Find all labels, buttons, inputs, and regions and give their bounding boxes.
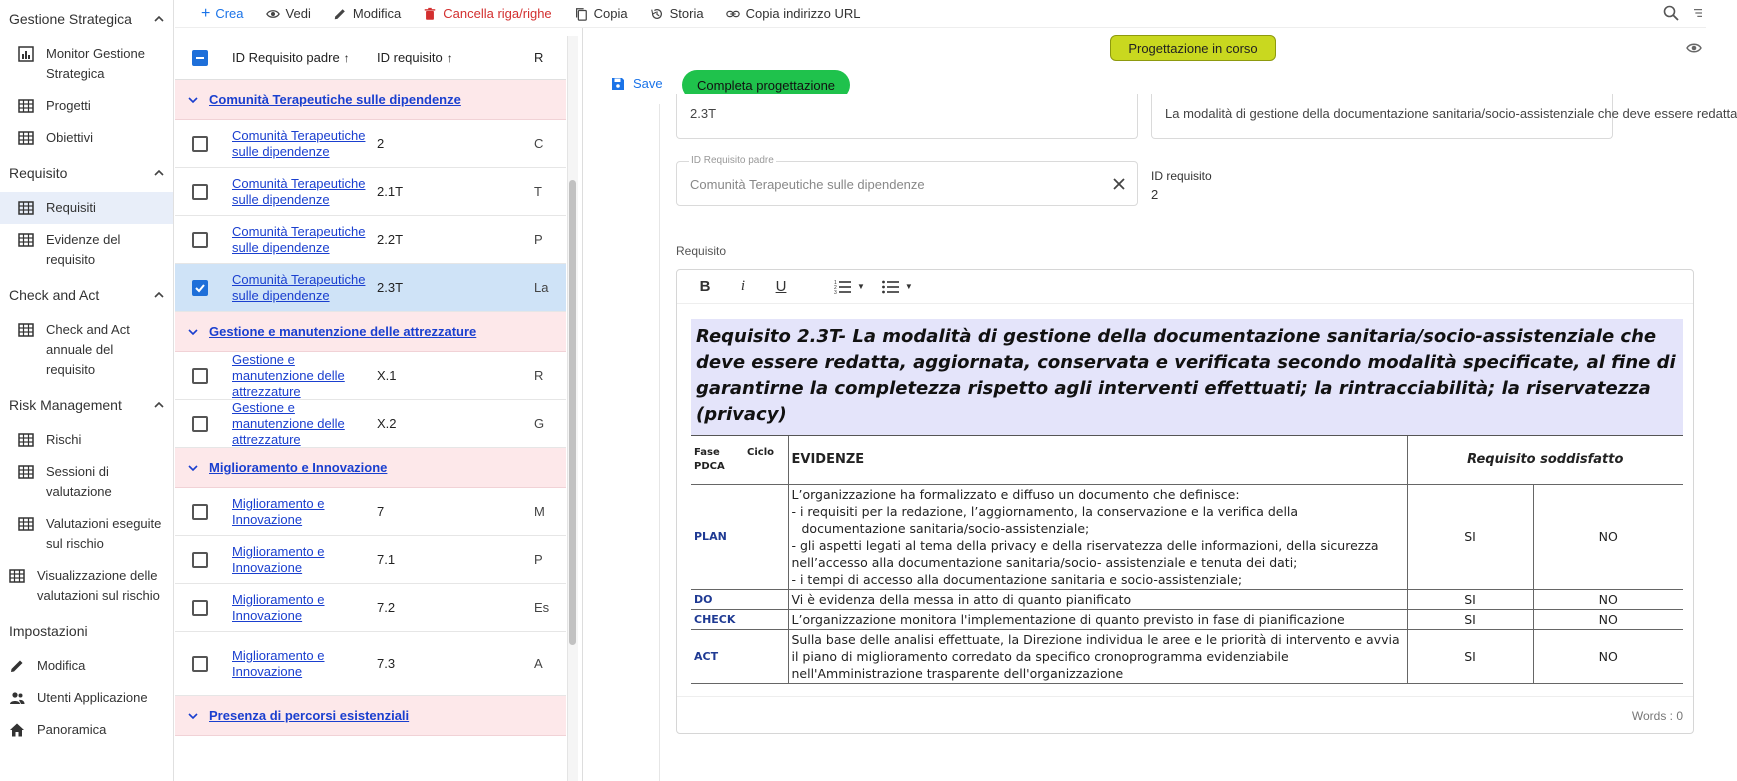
phase-cell: DO xyxy=(691,589,788,609)
copia-url-label: Copia indirizzo URL xyxy=(745,6,861,21)
parent-link[interactable]: Gestione e manutenzione delle attrezzature xyxy=(232,351,345,399)
group-row[interactable] xyxy=(175,696,566,736)
column-header-id[interactable] xyxy=(377,50,534,65)
sidebar-section-impostazioni[interactable] xyxy=(0,612,173,650)
parent-link[interactable]: Miglioramento e Innovazione xyxy=(232,495,325,527)
no-cell: NO xyxy=(1533,629,1683,683)
field-label: ID Requisito padre xyxy=(691,155,774,166)
cell-requisito: Es xyxy=(534,600,550,615)
bold-button[interactable]: B xyxy=(699,278,711,295)
evidence-row-do xyxy=(691,589,1683,609)
cell-id: 2.1T xyxy=(377,184,404,199)
section-label: Risk Management xyxy=(9,397,122,413)
caret-down-icon[interactable]: ▼ xyxy=(857,282,865,291)
detail-form xyxy=(659,104,1737,781)
sidebar-item-evidenze-del-requisito[interactable] xyxy=(0,224,173,276)
cancella-label: Cancella riga/righe xyxy=(443,6,552,21)
cell-id: X.2 xyxy=(377,416,397,431)
phase-cell: ACT xyxy=(691,629,788,683)
column-header-parent[interactable] xyxy=(214,50,377,65)
modifica-label: Modifica xyxy=(352,6,402,21)
caret-down-icon[interactable]: ▼ xyxy=(904,282,913,291)
sidebar-item-label: Progetti xyxy=(46,98,91,113)
check-icon xyxy=(194,282,206,294)
trash-icon xyxy=(423,7,437,21)
cell-requisito: T xyxy=(534,184,542,199)
evidence-line: - gli aspetti legati al tema della privacy e della riservatezza delle informazioni, della sicurezza nell’accesso alla documentazione sanitaria/socio- assistenziale e tenuta dei dati; xyxy=(791,537,1379,570)
sidebar-section-check-and-act[interactable] xyxy=(0,276,173,314)
vedi-button[interactable] xyxy=(266,6,311,21)
parent-link[interactable]: Comunità Terapeutiche sulle dipendenze xyxy=(232,175,366,207)
home-icon xyxy=(9,722,25,738)
sidebar-item-label: Sessioni di valutazione xyxy=(46,464,112,499)
sidebar-item-check-and-act-annuale[interactable] xyxy=(0,314,173,386)
sidebar-item-label: Modifica xyxy=(37,658,86,673)
chevron-down-icon xyxy=(187,94,199,106)
no-cell: NO xyxy=(1533,609,1683,629)
no-cell: NO xyxy=(1533,484,1683,589)
users-icon xyxy=(9,690,25,706)
storia-button[interactable] xyxy=(650,6,704,21)
group-row[interactable] xyxy=(175,312,566,352)
sidebar-item-label: Rischi xyxy=(46,432,82,447)
history-icon xyxy=(650,7,664,21)
parent-link[interactable]: Comunità Terapeutiche sulle dipendenze xyxy=(232,127,366,159)
requisito-summary-field[interactable] xyxy=(1151,94,1737,139)
ordered-list-button[interactable] xyxy=(833,277,853,297)
si-cell: SI xyxy=(1407,589,1533,609)
table-row-selected[interactable] xyxy=(175,264,566,312)
parent-link[interactable]: Miglioramento e Innovazione xyxy=(232,543,325,575)
table-icon xyxy=(18,464,34,480)
cell-id: 7 xyxy=(377,504,385,519)
table-icon xyxy=(18,232,34,248)
chevron-down-icon xyxy=(187,710,199,722)
toolbar-right-actions xyxy=(1650,4,1706,22)
modifica-button[interactable] xyxy=(333,6,401,21)
chart-icon xyxy=(18,46,34,62)
bullet-list-icon xyxy=(882,279,900,295)
column-label: ID requisito xyxy=(377,50,443,65)
sidebar-item-label: Monitor Gestione Strategica xyxy=(46,46,145,81)
parent-link[interactable]: Miglioramento e Innovazione xyxy=(232,647,325,679)
table-icon xyxy=(18,516,34,532)
copia-label: Copia xyxy=(593,6,628,21)
row-checkbox[interactable] xyxy=(192,656,208,672)
table-icon xyxy=(18,432,34,448)
copy-icon xyxy=(574,7,588,21)
sidebar-item-panoramica[interactable] xyxy=(0,714,173,746)
parent-link[interactable]: Gestione e manutenzione delle attrezzature xyxy=(232,399,345,447)
column-header-requisito[interactable] xyxy=(534,50,564,65)
detail-panel xyxy=(582,28,1737,781)
evidence-cell xyxy=(788,484,1407,589)
cell-id: 2.2T xyxy=(377,232,404,247)
header-text: Fase xyxy=(694,446,720,458)
minus-icon xyxy=(195,53,205,63)
filter-icon[interactable] xyxy=(1694,4,1706,22)
svg-text:1: 1 xyxy=(834,279,837,286)
evidence-cell: L’organizzazione monitora l'implementazione di quanto previsto in fase di pianificazione xyxy=(788,609,1407,629)
group-link[interactable]: Comunità Terapeutiche sulle dipendenze xyxy=(209,92,461,107)
cell-id: 2.3T xyxy=(377,280,404,295)
column-label: R xyxy=(534,50,544,65)
group-row[interactable] xyxy=(175,80,566,120)
sidebar xyxy=(0,0,174,781)
rich-text-editor[interactable] xyxy=(676,269,1694,734)
arrow-up-icon: ↑ xyxy=(343,51,350,65)
pencil-icon xyxy=(9,658,25,674)
svg-text:2: 2 xyxy=(834,284,837,291)
requisiti-grid xyxy=(175,36,566,781)
cell-requisito: La xyxy=(534,280,549,295)
chevron-down-icon xyxy=(187,462,199,474)
save-label: Save xyxy=(633,76,663,91)
cell-requisito: P xyxy=(534,232,543,247)
evidence-header: EVIDENZE xyxy=(788,436,1407,484)
table-row[interactable] xyxy=(175,168,566,216)
cell-requisito: M xyxy=(534,504,545,519)
column-label: ID Requisito padre xyxy=(232,50,340,65)
no-cell: NO xyxy=(1533,589,1683,609)
close-icon[interactable] xyxy=(1111,176,1127,192)
cell-id: 7.3 xyxy=(377,656,396,671)
evidence-row-check xyxy=(691,609,1683,629)
table-row[interactable] xyxy=(175,584,566,632)
group-link[interactable]: Gestione e manutenzione delle attrezzature xyxy=(209,324,477,339)
cell-requisito: C xyxy=(534,136,544,151)
underline-button[interactable]: U xyxy=(775,278,787,295)
id-requisito-value: 2 xyxy=(1151,187,1159,202)
row-checkbox[interactable] xyxy=(192,552,208,568)
grid-scrollbar[interactable] xyxy=(569,180,576,645)
select-all-checkbox[interactable] xyxy=(192,50,208,66)
eye-icon xyxy=(266,7,280,21)
sidebar-section-requisito[interactable] xyxy=(0,154,173,192)
cell-id: 2 xyxy=(377,136,385,151)
sidebar-section-risk-management[interactable] xyxy=(0,386,173,424)
chevron-down-icon xyxy=(187,326,199,338)
evidence-row-plan xyxy=(691,484,1683,589)
row-checkbox[interactable] xyxy=(192,368,208,384)
field-value: La modalità di gestione della documentazione sanitaria/socio-assistenziale che deve essere redatta xyxy=(1165,106,1737,121)
vedi-label: Vedi xyxy=(285,6,311,21)
sidebar-item-label: Visualizzazione delle valutazioni sul rischio xyxy=(37,568,160,603)
id-requisito-padre-field[interactable] xyxy=(676,155,1138,206)
row-checkbox[interactable] xyxy=(192,504,208,520)
evidence-cell: Vi è evidenza della messa in atto di quanto pianificato xyxy=(788,589,1407,609)
requisito-label: Requisito xyxy=(676,244,727,258)
si-cell: SI xyxy=(1407,609,1533,629)
table-row[interactable] xyxy=(175,216,566,264)
sidebar-item-visualizzazione-valutazioni[interactable] xyxy=(0,560,173,612)
table-row[interactable] xyxy=(175,352,566,400)
italic-button[interactable]: i xyxy=(740,278,746,294)
evidence-cell: Sulla base delle analisi effettuate, la Direzione individua le aree e le priorità di intervento e avvia il piano di miglioramento corredato da specifico cronoprogramma evidenziabile nell'Amministrazione trasparente dell'organizzazione xyxy=(788,629,1407,683)
numbered-list-icon xyxy=(834,279,852,295)
section-label: Gestione Strategica xyxy=(9,11,132,27)
sidebar-item-rischi[interactable] xyxy=(0,424,173,456)
table-row[interactable] xyxy=(175,632,566,696)
group-link[interactable]: Miglioramento e Innovazione xyxy=(209,460,388,475)
sidebar-item-label: Obiettivi xyxy=(46,130,93,145)
phase-header xyxy=(691,436,788,484)
table-row[interactable] xyxy=(175,400,566,448)
row-checkbox[interactable] xyxy=(192,416,208,432)
header-text: Ciclo xyxy=(747,446,774,458)
sidebar-item-label: Utenti Applicazione xyxy=(37,690,148,705)
evidence-table-header xyxy=(691,436,1683,484)
chevron-up-icon xyxy=(153,289,165,301)
cell-requisito: A xyxy=(534,656,543,671)
phase-cell: CHECK xyxy=(691,609,788,629)
evidence-table xyxy=(691,436,1683,684)
si-cell: SI xyxy=(1407,629,1533,683)
table-row[interactable] xyxy=(175,536,566,584)
copia-url-button[interactable] xyxy=(726,6,861,21)
chevron-up-icon xyxy=(153,399,165,411)
table-icon xyxy=(18,130,34,146)
parent-link[interactable]: Miglioramento e Innovazione xyxy=(232,591,325,623)
word-count: Words : 0 xyxy=(1631,709,1683,723)
sidebar-item-label: Check and Act annuale del requisito xyxy=(46,322,130,377)
sidebar-item-modifica[interactable] xyxy=(0,650,173,682)
field-value: 2.3T xyxy=(690,106,717,121)
crea-label: Crea xyxy=(215,6,244,21)
bullet-list-button[interactable] xyxy=(881,277,901,297)
cell-requisito: P xyxy=(534,552,543,567)
section-label: Check and Act xyxy=(9,287,100,303)
group-link[interactable]: Presenza di percorsi esistenziali xyxy=(209,708,410,723)
sidebar-item-valutazioni-eseguite[interactable] xyxy=(0,508,173,560)
table-row[interactable] xyxy=(175,120,566,168)
table-icon xyxy=(18,98,34,114)
plus-icon: + xyxy=(201,4,211,22)
completa-progettazione-button[interactable]: Completa progettazione xyxy=(682,70,850,100)
search-icon[interactable] xyxy=(1662,4,1680,22)
sidebar-item-progetti[interactable] xyxy=(0,90,173,122)
parent-link[interactable]: Comunità Terapeutiche sulle dipendenze xyxy=(232,223,366,255)
cell-requisito: G xyxy=(534,416,545,431)
row-checkbox[interactable] xyxy=(192,184,208,200)
save-button[interactable] xyxy=(611,76,663,91)
table-icon xyxy=(18,200,34,216)
floppy-icon xyxy=(611,77,625,91)
sidebar-item-label: Panoramica xyxy=(37,722,107,737)
arrow-up-icon: ↑ xyxy=(446,51,453,65)
link-icon xyxy=(726,7,740,21)
satisfied-header: Requisito soddisfatto xyxy=(1407,436,1683,484)
sidebar-item-utenti-applicazione[interactable] xyxy=(0,682,173,714)
row-checkbox[interactable] xyxy=(192,136,208,152)
group-row[interactable] xyxy=(175,448,566,488)
eye-icon[interactable] xyxy=(1686,40,1702,56)
section-label: Impostazioni xyxy=(9,623,88,639)
evidence-line: - i requisiti per la redazione, l’aggiornamento, la conservazione e la verifica della documentazione sanitaria/socio-assistenziale; xyxy=(791,503,1299,536)
si-cell: SI xyxy=(1407,484,1533,589)
table-icon xyxy=(9,568,25,584)
id-requisito-field-top[interactable] xyxy=(676,94,1138,139)
sidebar-item-monitor-gestione-strategica[interactable] xyxy=(0,38,173,90)
phase-cell: PLAN xyxy=(691,484,788,589)
sidebar-section-gestione-strategica[interactable] xyxy=(0,0,173,38)
table-icon xyxy=(18,322,34,338)
section-label: Requisito xyxy=(9,165,68,181)
table-row[interactable] xyxy=(175,488,566,536)
cell-id: 7.2 xyxy=(377,600,396,615)
sidebar-item-label: Requisiti xyxy=(46,200,96,215)
field-value: Comunità Terapeutiche sulle dipendenze xyxy=(690,177,925,192)
evidence-row-act xyxy=(691,629,1683,683)
chevron-up-icon xyxy=(153,13,165,25)
evidence-line: - i tempi di accesso alla documentazione sanitaria e socio-assistenziale; xyxy=(791,571,1243,587)
pencil-icon xyxy=(333,7,347,21)
chevron-up-icon xyxy=(153,167,165,179)
copia-button[interactable] xyxy=(574,6,628,21)
id-requisito-label: ID requisito xyxy=(1151,169,1212,183)
header-text: PDCA xyxy=(694,460,725,472)
row-checkbox[interactable] xyxy=(192,232,208,248)
editor-footer-divider xyxy=(677,696,1693,697)
sidebar-item-label: Valutazioni eseguite sul rischio xyxy=(46,516,162,551)
cell-id: 7.1 xyxy=(377,552,396,567)
parent-link[interactable]: Comunità Terapeutiche sulle dipendenze xyxy=(232,271,366,303)
sidebar-item-obiettivi[interactable] xyxy=(0,122,173,154)
sidebar-item-label: Evidenze del requisito xyxy=(46,232,121,267)
cancella-button[interactable] xyxy=(423,6,551,21)
row-checkbox[interactable] xyxy=(192,600,208,616)
editor-content[interactable] xyxy=(691,319,1683,681)
sidebar-item-sessioni-di-valutazione[interactable] xyxy=(0,456,173,508)
crea-button[interactable] xyxy=(201,5,244,23)
requisito-title: Requisito 2.3T- La modalità di gestione della documentazione sanitaria/socio-assistenziale che deve essere redatta, aggiornata, conservata e verificata secondo modalità specificate, al fine di garantirne la completezza rispetto agli interventi effettuati; la rintracciabilità; la riservatezza (privacy) xyxy=(691,319,1683,436)
action-toolbar xyxy=(175,0,1706,28)
grid-header xyxy=(175,36,566,80)
svg-text:3: 3 xyxy=(834,289,837,296)
editor-toolbar xyxy=(677,270,1693,304)
evidence-line: L’organizzazione ha formalizzato e diffuso un documento che definisce: xyxy=(791,486,1240,502)
row-checkbox[interactable] xyxy=(192,280,208,296)
cell-requisito: R xyxy=(534,368,544,383)
storia-label: Storia xyxy=(669,6,704,21)
status-badge: Progettazione in corso xyxy=(1110,35,1276,61)
sidebar-item-requisiti[interactable] xyxy=(0,192,173,224)
cell-id: X.1 xyxy=(377,368,397,383)
